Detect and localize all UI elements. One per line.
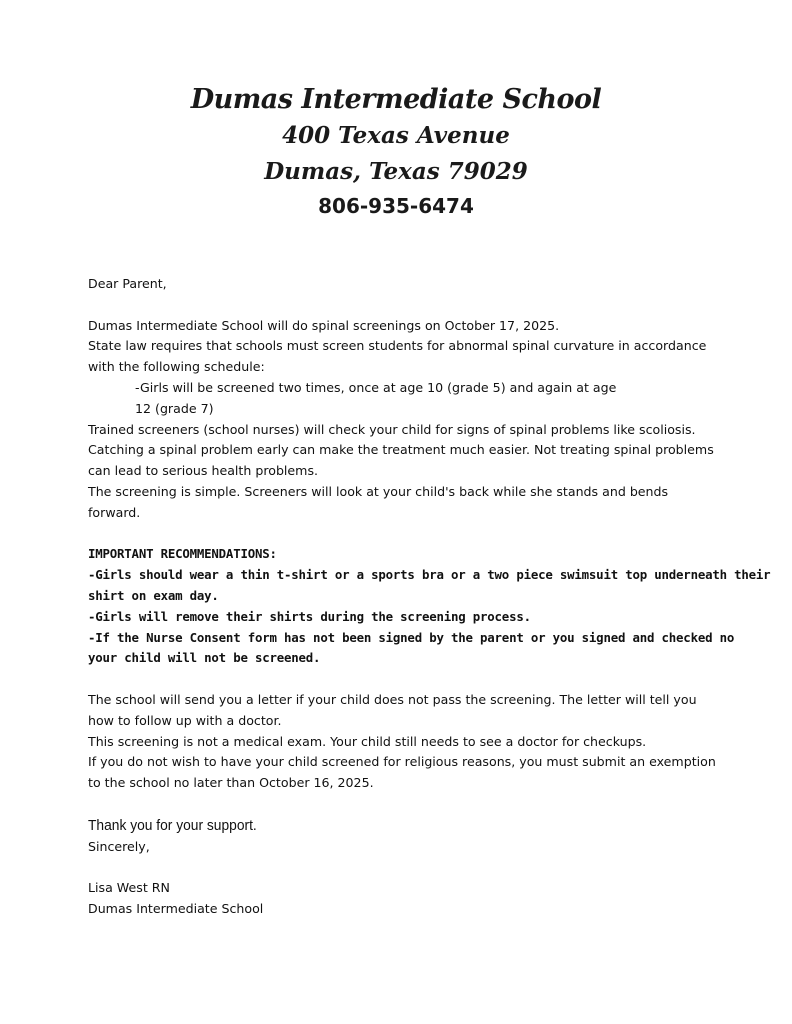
paragraph-line: can lead to serious health problems. — [88, 463, 319, 479]
paragraph-line: to the school no later than October 16, 2025. — [88, 775, 374, 791]
spacer — [88, 295, 708, 316]
paragraph-line: If you do not wish to have your child screened for religious reasons, you must submit an exemption — [88, 754, 716, 770]
paragraph-line: how to follow up with a doctor. — [88, 712, 282, 728]
letter-body — [88, 274, 771, 920]
school-phone: 806-935-6474 — [318, 194, 474, 218]
paragraph-line: The screening is simple. Screeners will look at your child's back while she stands and bends — [88, 483, 669, 499]
recommendation-line: -Girls should wear a thin t-shirt or a sports bra or a two piece swimsuit top underneath their — [88, 567, 771, 583]
recommendation-line: shirt on exam day. — [88, 587, 219, 603]
paragraph-line: The school will send you a letter if your child does not pass the screening. The letter will tell you — [88, 691, 697, 707]
recommendation-line: -Girls will remove their shirts during the screening process. — [88, 608, 531, 624]
school-address: 400 Texas Avenue — [282, 122, 510, 149]
spacer — [88, 524, 708, 545]
spacer — [88, 794, 708, 815]
school-name: Dumas Intermediate School — [190, 84, 602, 115]
school-city: Dumas, Texas 79029 — [264, 158, 528, 185]
paragraph-line: with the following schedule: — [88, 359, 265, 375]
schedule-line: -Girls will be screened two times, once at age 10 (grade 5) and again at age — [135, 379, 617, 395]
paragraph-line: This screening is not a medical exam. Your child still needs to see a doctor for checkups. — [88, 733, 647, 749]
paragraph-line: forward. — [88, 504, 141, 520]
spacer — [88, 669, 708, 690]
paragraph-line: Trained screeners (school nurses) will check your child for signs of spinal problems like scoliosis. — [88, 421, 696, 437]
letterhead — [0, 86, 792, 226]
recommendation-line: -If the Nurse Consent form has not been signed by the parent or you signed and checked no — [88, 629, 735, 645]
salutation: Dear Parent, — [88, 276, 167, 291]
paragraph-line: State law requires that schools must screen students for abnormal spinal curvature in accordance — [88, 338, 707, 354]
schedule-line: 12 (grade 7) — [135, 400, 214, 416]
paragraph-line: Catching a spinal problem early can make the treatment much easier. Not treating spinal problems — [88, 442, 714, 458]
important-heading: IMPORTANT RECOMMENDATIONS: — [88, 546, 277, 562]
signer-organization: Dumas Intermediate School — [88, 901, 264, 917]
closing: Sincerely, — [88, 838, 150, 854]
signer-name: Lisa West RN — [88, 880, 170, 896]
recommendation-line: your child will not be screened. — [88, 650, 321, 666]
spacer — [88, 858, 708, 879]
paragraph-line: Dumas Intermediate School will do spinal screenings on October 17, 2025. — [88, 317, 560, 333]
thank-you-line: Thank you for your support. — [88, 816, 257, 834]
